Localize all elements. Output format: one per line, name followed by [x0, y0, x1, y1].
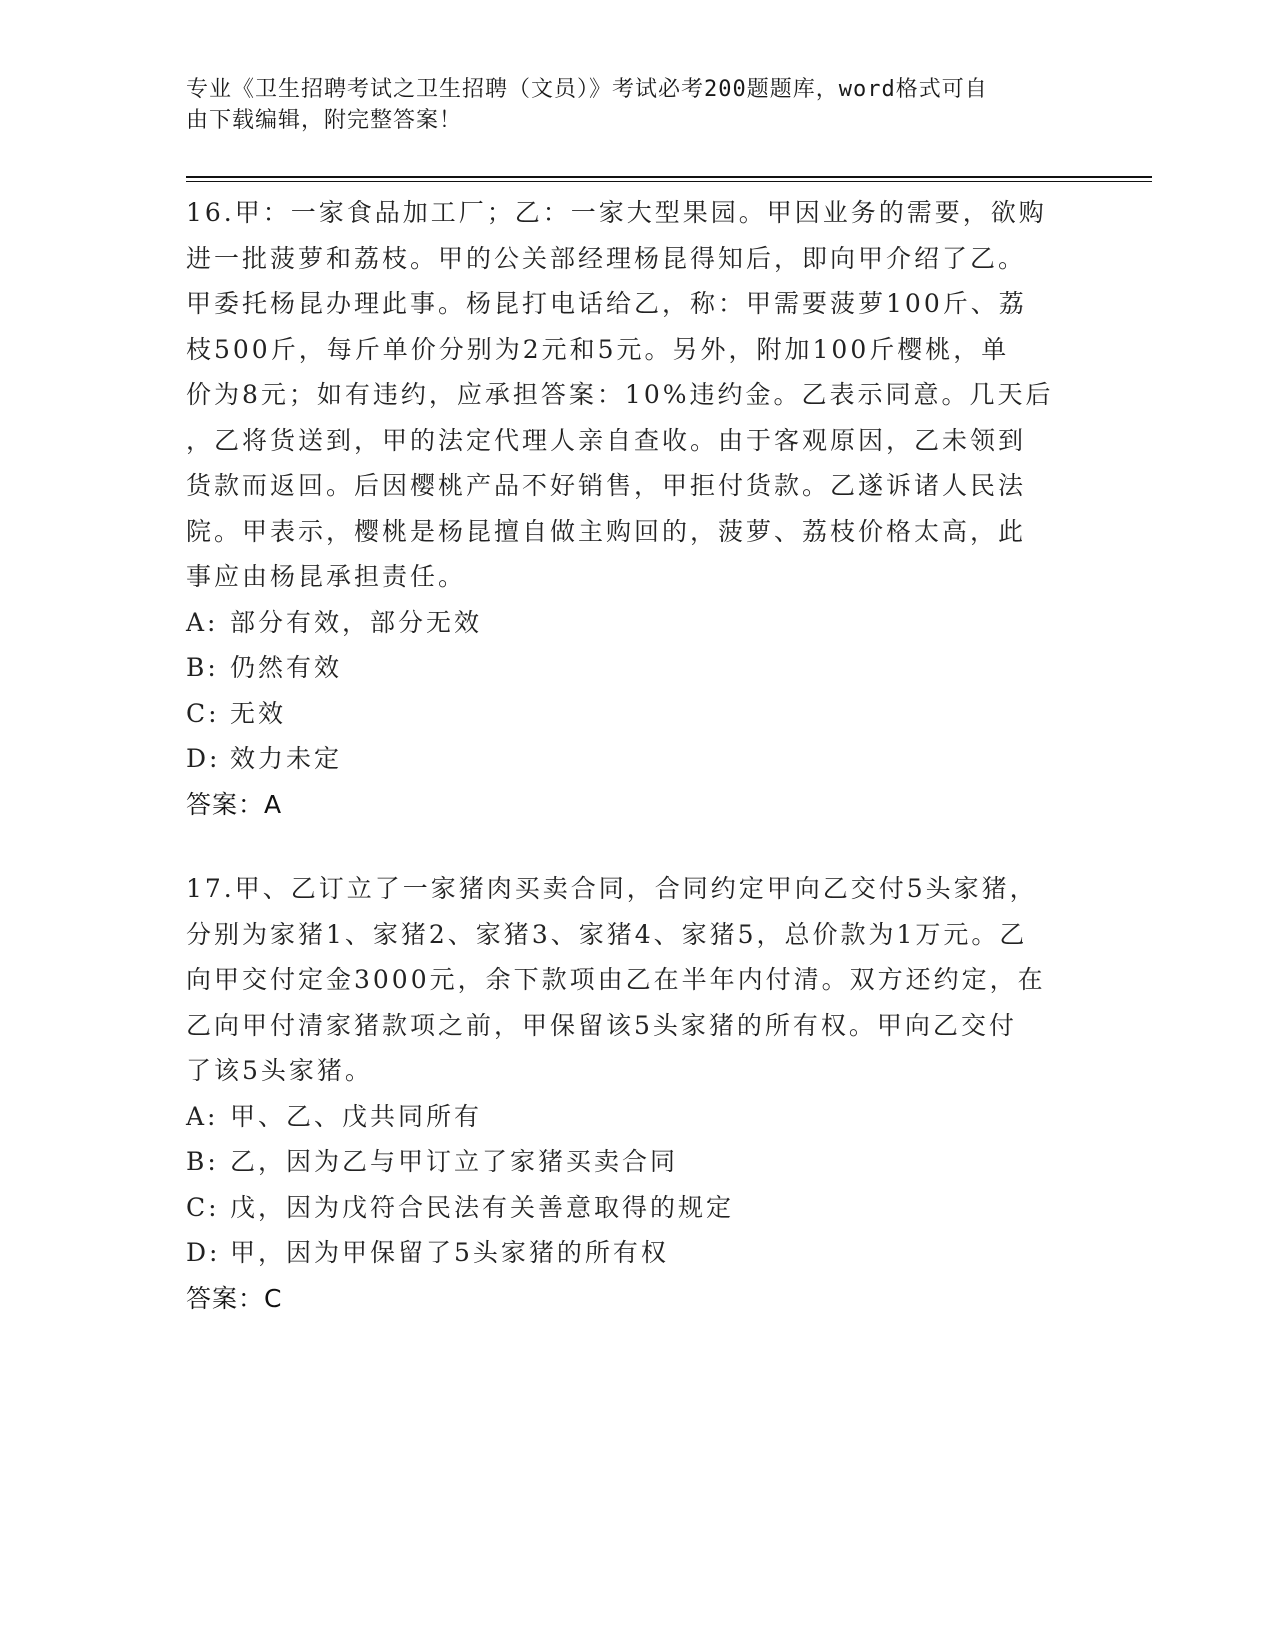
stem-line: 甲委托杨昆办理此事。杨昆打电话给乙，称：甲需要菠萝100斤、荔	[186, 289, 1027, 318]
question-16	[186, 190, 1086, 827]
option-text: 戊，因为戊符合民法有关善意取得的规定	[230, 1192, 735, 1222]
document-header	[186, 74, 1086, 136]
header-line-1: 专业《卫生招聘考试之卫生招聘（文员）》考试必考200题题库，word格式可自	[186, 77, 988, 102]
option-text: 无效	[230, 698, 287, 728]
question-17	[186, 866, 1086, 1321]
stem-line: 枝500斤，每斤单价分别为2元和5元。另外，附加100斤樱桃，单	[186, 334, 1010, 364]
option-text: 部分有效，部分无效	[230, 607, 483, 637]
header-line-2: 由下载编辑，附完整答案！	[186, 108, 463, 133]
option-b	[186, 645, 1086, 691]
header-divider-thick	[186, 176, 1152, 178]
option-text: 效力未定	[230, 744, 343, 773]
option-text: 甲、乙、戊共同所有	[230, 1101, 483, 1131]
stem-line: 进一批菠萝和荔枝。甲的公关部经理杨昆得知后，即向甲介绍了乙。	[186, 243, 1027, 273]
stem-line: 分别为家猪1、家猪2、家猪3、家猪4、家猪5，总价款为1万元。乙	[186, 919, 1028, 949]
stem-line: 院。甲表示，樱桃是杨昆擅自做主购回的，菠萝、荔枝价格太高，此	[186, 516, 1027, 546]
stem-line: 事应由杨昆承担责任。	[186, 562, 467, 591]
option-a	[186, 600, 1086, 646]
option-text: 仍然有效	[230, 653, 343, 682]
option-a	[186, 1094, 1086, 1140]
stem-line: 了该5头家猪。	[186, 1056, 373, 1085]
option-d	[186, 1230, 1086, 1276]
question-stem	[186, 866, 1086, 1094]
header-divider-thin	[186, 181, 1152, 182]
option-text: 甲，因为甲保留了5头家猪的所有权	[230, 1238, 669, 1267]
stem-line: 向甲交付定金3000元，余下款项由乙在半年内付清。双方还约定，在	[186, 965, 1046, 994]
question-stem	[186, 190, 1086, 600]
option-c	[186, 691, 1086, 737]
option-c	[186, 1185, 1086, 1231]
stem-line: 货款而返回。后因樱桃产品不好销售，甲拒付货款。乙遂诉诸人民法	[186, 471, 1027, 500]
option-key: D:	[186, 1238, 221, 1267]
stem-line: ，乙将货送到，甲的法定代理人亲自查收。由于客观原因，乙未领到	[186, 425, 1027, 455]
answer-line: 答案：C	[186, 1283, 283, 1313]
option-key: C:	[186, 698, 220, 728]
option-key: A:	[186, 1101, 219, 1131]
stem-line: 16.甲：一家食品加工厂；乙：一家大型果园。甲因业务的需要，欲购	[186, 198, 1047, 227]
option-key: C:	[186, 1192, 220, 1222]
option-d	[186, 736, 1086, 782]
answer-line: 答案：A	[186, 789, 283, 819]
option-key: B:	[186, 1147, 219, 1176]
option-text: 乙，因为乙与甲订立了家猪买卖合同	[230, 1147, 679, 1176]
option-key: A:	[186, 607, 219, 637]
stem-line: 乙向甲付清家猪款项之前，甲保留该5头家猪的所有权。甲向乙交付	[186, 1010, 1017, 1040]
stem-line: 价为8元；如有违约，应承担答案：10%违约金。乙表示同意。几天后	[186, 380, 1054, 409]
option-key: B:	[186, 653, 219, 682]
option-key: D:	[186, 744, 221, 773]
option-b	[186, 1139, 1086, 1185]
stem-line: 17.甲、乙订立了一家猪肉买卖合同，合同约定甲向乙交付5头家猪，	[186, 874, 1038, 903]
